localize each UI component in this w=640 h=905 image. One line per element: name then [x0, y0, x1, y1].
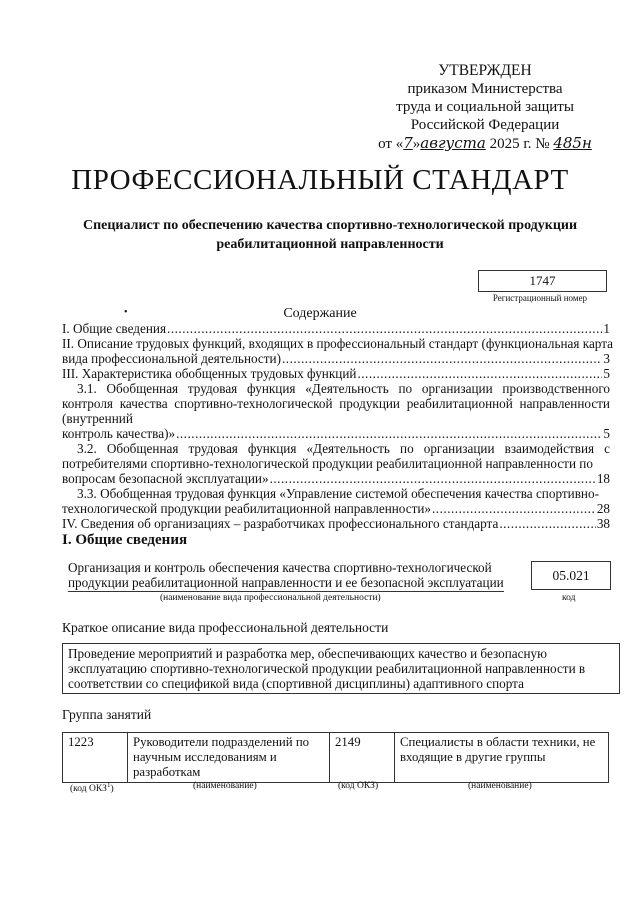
toc-leader	[176, 426, 602, 441]
toc-entry-ii[interactable]	[62, 336, 613, 366]
okz-code-cell: 1223	[63, 733, 128, 783]
okz-caption-text: (код ОКЗ	[70, 784, 107, 795]
brief-description-heading: Краткое описание вида профессиональной деятельности	[62, 620, 389, 635]
date-year: 2025 г. №	[489, 136, 550, 152]
approval-line-country: Российской Федерации	[410, 117, 560, 133]
toc-entry-text: 3.1. Обобщенная трудовая функция «Деятельность по организации производственного контроля качества спортивно-технологической продукции реабилитационной направленности (внутренний	[62, 381, 610, 426]
okz-caption-close: )	[110, 784, 114, 795]
toc-leader	[270, 471, 596, 486]
toc-entry-text: II. Описание трудовых функций, входящих в профессиональный стандарт (функциональная карта	[62, 336, 613, 351]
toc-leader	[499, 516, 595, 531]
toc-leader	[282, 351, 602, 366]
toc-leader	[432, 501, 596, 516]
toc-entry-text: I. Общие сведения	[62, 321, 167, 336]
toc-entry-3-2[interactable]	[62, 441, 610, 486]
toc-entry-text: IV. Сведения об организациях – разработчиках профессионального стандарта	[62, 516, 499, 531]
toc-page: 1	[603, 321, 610, 336]
occupation-name-cell: Специалисты в области техники, не входящие в другие группы	[395, 733, 609, 783]
document-title: ПРОФЕССИОНАЛЬНЫЙ СТАНДАРТ	[71, 164, 569, 196]
toc-entry-3-1[interactable]	[62, 381, 610, 441]
toc-entry-text: технологической продукции реабилитационной направленности»	[62, 501, 431, 516]
okz-code-caption-2: (код ОКЗ)	[338, 781, 379, 791]
footnote-mark: 1	[106, 781, 111, 789]
toc-entry-iii[interactable]	[62, 366, 610, 381]
date-prefix: от «	[378, 136, 404, 152]
stray-mark: •	[124, 307, 128, 318]
toc-entry-3-3[interactable]	[62, 486, 610, 516]
activity-name: Организация и контроль обеспечения качества спортивно-технологической продукции реабилитационной направленности и ее безопасной эксплуатации	[68, 560, 504, 590]
toc-leader	[357, 366, 602, 381]
toc-leader	[167, 321, 602, 336]
toc-page: 18	[596, 471, 610, 486]
okz-code-cell: 2149	[330, 733, 395, 783]
toc-entry-text: 3.2. Обобщенная трудовая функция «Деятельность по организации взаимодействия с потребителями спортивно-технологической продукции реабилитационной направленности по	[62, 441, 610, 471]
toc-page: 5	[603, 366, 610, 381]
toc-page: 3	[603, 351, 610, 366]
approval-date-line	[360, 134, 610, 153]
toc-entry-text: III. Характеристика обобщенных трудовых функций	[62, 366, 357, 381]
toc-page: 28	[596, 501, 610, 516]
okz-code-caption	[70, 781, 114, 794]
approval-title: УТВЕРЖДЕН	[438, 62, 532, 79]
brief-description-text: Проведение мероприятий и разработка мер, обеспечивающих качество и безопасную эксплуатацию спортивно-технологической продукции реабилитационной направленности в соответствии со спецификой вида (спортивной дисциплины) адаптивного спорта	[62, 643, 620, 694]
registration-number-label: Регистрационный номер	[492, 293, 588, 303]
toc-page: 5	[603, 426, 610, 441]
toc-entry-text: контроль качества)»	[62, 426, 176, 441]
document-subtitle: Специалист по обеспечению качества спортивно-технологической продукции реабилитационной направленности	[82, 218, 578, 252]
activity-code: 05.021	[531, 561, 611, 590]
approval-line-order: приказом Министерства	[407, 81, 563, 97]
order-number: 485н	[553, 134, 592, 152]
occupation-name-caption: (наименование)	[193, 781, 257, 791]
toc-entry-iv[interactable]	[62, 516, 610, 531]
approval-block	[360, 62, 610, 153]
occupation-name-cell: Руководители подразделений по научным исследованиям и разработкам	[128, 733, 330, 783]
code-caption: код	[562, 593, 576, 603]
date-day: 7	[403, 134, 413, 152]
toc-entry-text: вопросам безопасной эксплуатации»	[62, 471, 269, 486]
date-month: августа	[420, 134, 486, 152]
activity-caption: (наименование вида профессиональной деятельности)	[160, 593, 381, 603]
toc-entry-text: 3.3. Обобщенная трудовая функция «Управление системой обеспечения качества спортивно-	[77, 486, 599, 501]
toc-entry-i[interactable]	[62, 321, 610, 336]
table-row	[63, 733, 609, 783]
date-mid: »	[412, 136, 421, 152]
registration-number-box: 1747	[478, 270, 607, 292]
section-heading: I. Общие сведения	[62, 532, 188, 548]
occupation-group-table	[62, 732, 609, 783]
toc-entry-text: вида профессиональной деятельности)	[62, 351, 281, 366]
approval-line-ministry: труда и социальной защиты	[396, 99, 574, 115]
toc-title: Содержание	[283, 306, 357, 321]
table-of-contents	[62, 321, 613, 531]
occupation-name-caption-2: (наименование)	[468, 781, 532, 791]
toc-page: 38	[596, 516, 610, 531]
occupation-group-heading: Группа занятий	[62, 707, 152, 722]
